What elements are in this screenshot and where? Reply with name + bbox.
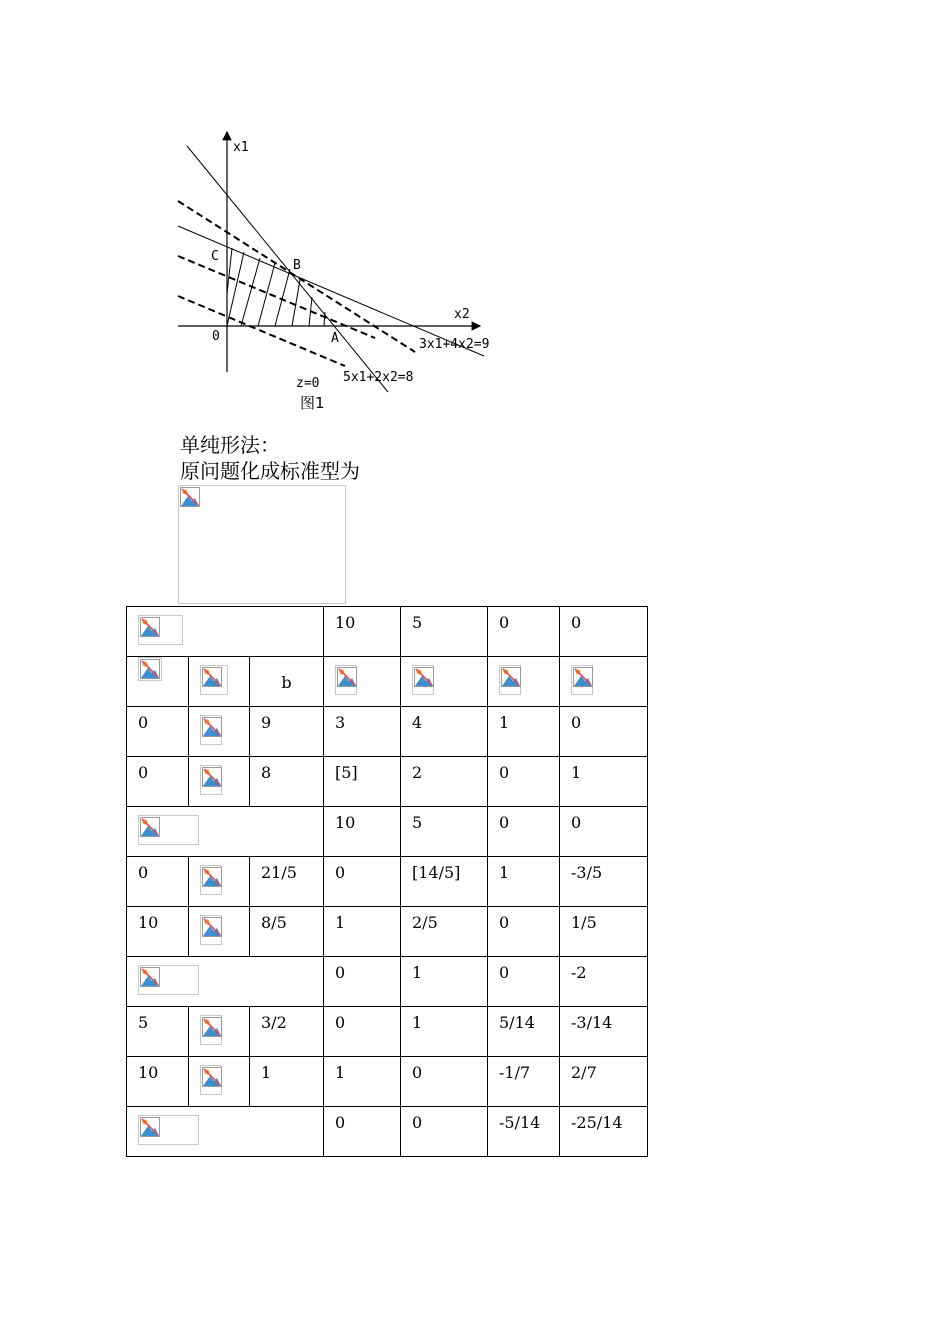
table-cell: 5 xyxy=(401,607,488,657)
broken-image-icon xyxy=(140,659,160,679)
table-cell: [5] xyxy=(324,757,401,807)
table-cell: -3/14 xyxy=(560,1007,648,1057)
sigma-label-cell xyxy=(127,1107,324,1157)
x2-image xyxy=(412,665,434,695)
table-cell: 0 xyxy=(488,907,560,957)
table-row xyxy=(127,857,648,907)
sigma-image xyxy=(138,1115,199,1145)
table-cell: 0 xyxy=(324,1007,401,1057)
table-row xyxy=(127,1107,648,1157)
table-cell: [14/5] xyxy=(401,857,488,907)
table-cell: 3/2 xyxy=(250,1007,324,1057)
basis-var-cell xyxy=(189,857,250,907)
broken-image-icon xyxy=(140,617,160,637)
broken-image-icon xyxy=(202,667,222,687)
standard-form-image xyxy=(178,485,346,604)
table-cell: 0 xyxy=(401,1057,488,1107)
objective-label: z=0 xyxy=(296,376,320,391)
basis-var-image xyxy=(200,1015,222,1045)
table-cell: 0 xyxy=(324,1107,401,1157)
basis-var-cell xyxy=(189,1057,250,1107)
table-row xyxy=(127,607,648,657)
table-cell: 5/14 xyxy=(488,1007,560,1057)
broken-image-icon xyxy=(501,667,521,687)
table-cell: 0 xyxy=(127,707,189,757)
broken-image-icon xyxy=(202,1017,222,1037)
table-cell: -1/7 xyxy=(488,1057,560,1107)
basis-var-cell xyxy=(189,907,250,957)
table-cell: -3/5 xyxy=(560,857,648,907)
line2-label: 5x1+2x2=8 xyxy=(343,370,414,385)
basis-var-image xyxy=(200,1065,222,1095)
heading-simplex-method: 单纯形法： xyxy=(180,433,280,457)
table-cell: 0 xyxy=(324,957,401,1007)
table-cell: 1/5 xyxy=(560,907,648,957)
table-cell: 9 xyxy=(250,707,324,757)
table-cell: 1 xyxy=(324,1057,401,1107)
table-cell: 10 xyxy=(127,1057,189,1107)
sigma-label-cell xyxy=(127,807,324,857)
broken-image-icon xyxy=(180,487,200,507)
basis-var-image xyxy=(200,715,222,745)
constraint-line-5x1-2x2 xyxy=(187,146,388,392)
x1-image xyxy=(335,665,357,695)
x3-image xyxy=(499,665,521,695)
table-cell: 0 xyxy=(488,607,560,657)
table-row xyxy=(127,757,648,807)
table-cell: 5 xyxy=(127,1007,189,1057)
table-row xyxy=(127,807,648,857)
table-cell: 1 xyxy=(324,907,401,957)
broken-image-icon xyxy=(140,967,160,987)
point-a-label: A xyxy=(331,331,339,346)
sigma-image xyxy=(138,965,199,995)
table-cell: 0 xyxy=(560,607,648,657)
table-cell: 1 xyxy=(250,1057,324,1107)
table-cell: 10 xyxy=(324,807,401,857)
table-cell: 0 xyxy=(560,707,648,757)
table-cell: 1 xyxy=(401,957,488,1007)
origin-label: 0 xyxy=(212,329,220,344)
table-cell: 10 xyxy=(324,607,401,657)
table-cell: 4 xyxy=(401,707,488,757)
broken-image-icon xyxy=(337,667,357,687)
table-cell: 2 xyxy=(401,757,488,807)
table-row xyxy=(127,657,648,707)
table-cell: 21/5 xyxy=(250,857,324,907)
basis-var-cell xyxy=(189,707,250,757)
simplex-table xyxy=(126,606,648,1157)
table-cell: 2/5 xyxy=(401,907,488,957)
cb-image xyxy=(138,657,162,681)
point-c-label: C xyxy=(211,249,219,264)
feasible-region-hatch xyxy=(227,248,325,326)
broken-image-icon xyxy=(202,917,222,937)
table-row xyxy=(127,1007,648,1057)
header-x3-cell xyxy=(488,657,560,707)
x2-axis-label: x2 xyxy=(454,307,470,322)
table-cell: 10 xyxy=(127,907,189,957)
basis-var-cell xyxy=(189,1007,250,1057)
header-cb-cell xyxy=(127,657,189,707)
point-b-label: B xyxy=(293,258,301,273)
broken-image-icon xyxy=(573,667,593,687)
table-cell: 0 xyxy=(488,757,560,807)
header-x2-cell xyxy=(401,657,488,707)
table-cell: 8/5 xyxy=(250,907,324,957)
table-row xyxy=(127,957,648,1007)
table-cell: 1 xyxy=(488,707,560,757)
table-cell: -2 xyxy=(560,957,648,1007)
table-cell: 0 xyxy=(488,957,560,1007)
table-cell: 0 xyxy=(127,757,189,807)
table-row xyxy=(127,907,648,957)
line1-label: 3x1+4x2=9 xyxy=(419,337,490,352)
table-cell: 1 xyxy=(401,1007,488,1057)
x1-axis-label: x1 xyxy=(233,140,249,155)
table-cell: 0 xyxy=(560,807,648,857)
header-x1-cell xyxy=(324,657,401,707)
basis-var-image xyxy=(200,765,222,795)
header-x4-cell xyxy=(560,657,648,707)
table-cell: 2/7 xyxy=(560,1057,648,1107)
basis-var-image xyxy=(200,915,222,945)
table-cell: 1 xyxy=(560,757,648,807)
xb-image xyxy=(200,665,228,695)
broken-image-icon xyxy=(414,667,434,687)
cj-image xyxy=(138,615,183,645)
table-cell: 8 xyxy=(250,757,324,807)
table-cell: -25/14 xyxy=(560,1107,648,1157)
table-cell: 0 xyxy=(127,857,189,907)
table-cell: 0 xyxy=(488,807,560,857)
header-xb-cell xyxy=(189,657,250,707)
broken-image-icon xyxy=(202,867,222,887)
basis-var-image xyxy=(200,865,222,895)
cj-label-cell xyxy=(127,607,324,657)
sigma-image xyxy=(138,815,199,845)
broken-image-icon xyxy=(202,717,222,737)
broken-image-icon xyxy=(202,1067,222,1087)
table-cell: 0 xyxy=(324,857,401,907)
figure-caption: 图1 xyxy=(300,394,325,412)
lp-graph-figure xyxy=(0,0,950,430)
table-row xyxy=(127,1057,648,1107)
heading-standard-form: 原问题化成标准型为 xyxy=(180,459,360,483)
broken-image-icon xyxy=(140,1117,160,1137)
broken-image-icon xyxy=(140,817,160,837)
table-cell: -5/14 xyxy=(488,1107,560,1157)
table-cell: 1 xyxy=(488,857,560,907)
table-cell: 5 xyxy=(401,807,488,857)
table-cell: 0 xyxy=(401,1107,488,1157)
objective-line-1 xyxy=(178,296,345,366)
basis-var-cell xyxy=(189,757,250,807)
table-row xyxy=(127,707,648,757)
sigma-label-cell xyxy=(127,957,324,1007)
table-cell: 3 xyxy=(324,707,401,757)
x4-image xyxy=(571,665,593,695)
header-b-cell: b xyxy=(250,657,324,707)
broken-image-icon xyxy=(202,767,222,787)
